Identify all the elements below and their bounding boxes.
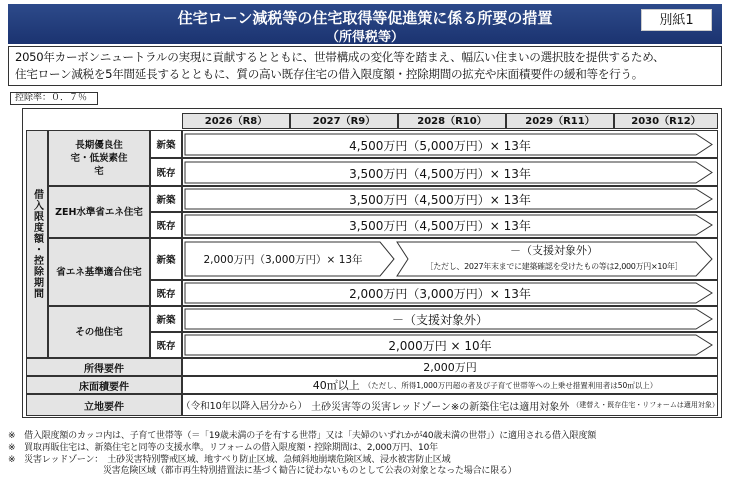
row-type-new: 新築: [150, 130, 182, 158]
category-energy-standard: [48, 238, 150, 306]
row-type-existing: 既存: [150, 158, 182, 186]
footnote-4: 災害危険区域（都市再生特別措置法に基づく勧告に従わないものとして公表の対象となった場合に限る）: [103, 466, 517, 476]
year-header-2028: 2028（R10）: [398, 113, 506, 129]
income-requirement-value: 2,000万円: [182, 358, 718, 376]
floor-area-label: 床面積要件: [26, 376, 182, 394]
location-cell: [182, 394, 718, 416]
income-requirement-label: 所得要件: [26, 358, 182, 376]
year-header-2027: 2027（R9）: [290, 113, 398, 129]
appendix-label: 別紙1: [641, 9, 712, 31]
location-note: （建替え・既存住宅・リフォームは適用対象）: [572, 401, 719, 409]
row-type-new: 新築: [150, 186, 182, 212]
row-type-new: 新築: [150, 306, 182, 332]
value-long-term-new: 4,500万円（5,000万円）× 13年: [349, 139, 531, 153]
summary-line-1: 2050年カーボンニュートラルの実現に貢献するとともに、世帯構成の変化等を踏まえ、幅広い住まいの選択肢を提供するため、: [15, 50, 665, 64]
summary-line-2: 住宅ローン減税を5年間延長するとともに、質の高い既存住宅の借入限度額・控除期間の拡充や床面積要件の緩和等を行う。: [15, 67, 644, 81]
floor-area-cell: [182, 376, 718, 394]
value-energy-new-2026: 2,000万円（3,000万円）× 13年: [203, 254, 363, 266]
value-zeh-existing: 3,500万円（4,500万円）× 13年: [349, 219, 531, 233]
row-type-existing: 既存: [150, 280, 182, 306]
value-energy-new-2027: －（支援対象外）: [510, 244, 598, 257]
loan-limit-vertical-label: 借入限度額・控除期間: [26, 130, 48, 358]
deduction-rate-label: 控除率：０．７％: [10, 92, 98, 105]
page-title: 住宅ローン減税等の住宅取得等促進策に係る所要の措置: [177, 9, 553, 27]
location-label: 立地要件: [26, 394, 182, 416]
floor-area-note: （ただし、所得1,000万円超の者及び子育て世帯等への上乗せ措置利用者は50㎡以上）: [363, 380, 658, 390]
category-label: ZEH水準省エネ住宅: [55, 206, 143, 218]
value-other-new: －（支援対象外）: [391, 313, 488, 327]
category-long-term-quality: [48, 130, 150, 186]
value-other-existing: 2,000万円 × 10年: [388, 339, 492, 353]
footnote-1: ※ 借入限度額のカッコ内は、子育て世帯等（＝「19歳未満の子を有する世帯」又は「夫婦のいずれかが40歳未満の世帯」）に適用される借入限度額: [8, 431, 597, 441]
location-value: 土砂災害等の災害レッドゾーン※の新築住宅は適用対象外: [311, 401, 570, 413]
location-prefix: （令和10年以降入居分から）: [181, 401, 308, 412]
year-header-2029: 2029（R11）: [506, 113, 614, 129]
title-bar: [8, 4, 722, 44]
page-subtitle: （所得税等）: [325, 30, 404, 45]
summary-box: [8, 46, 722, 86]
footnote-3: ※ 災害レッドゾーン： 土砂災害特別警戒区域、地すべり防止区域、急傾斜地崩壊危険区域、浸水被害防止区域: [8, 455, 451, 465]
category-label: 省エネ基準適合住宅: [56, 266, 142, 278]
value-long-term-existing: 3,500万円（4,500万円）× 13年: [349, 167, 531, 181]
value-energy-new-note: ［ただし、2027年末までに建築確認を受けたもの等は2,000万円×10年］: [425, 262, 683, 271]
year-header-2030: 2030（R12）: [614, 113, 718, 129]
category-label: 長期優良住宅・低炭素住宅: [70, 139, 128, 177]
category-label: その他住宅: [75, 326, 123, 338]
category-other: [48, 306, 150, 358]
row-type-existing: 既存: [150, 332, 182, 358]
value-energy-existing: 2,000万円（3,000万円）× 13年: [349, 287, 531, 301]
floor-area-value: 40㎡以上: [312, 379, 360, 392]
footnote-2: ※ 買取再販住宅は、新築住宅と同等の支援水準。リフォームの借入限度額・控除期間は、2,000万円、10年: [8, 443, 438, 453]
category-zeh: [48, 186, 150, 238]
value-zeh-new: 3,500万円（4,500万円）× 13年: [349, 193, 531, 207]
year-header-2026: 2026（R8）: [182, 113, 290, 129]
row-type-existing: 既存: [150, 212, 182, 238]
row-type-new: 新築: [150, 238, 182, 280]
